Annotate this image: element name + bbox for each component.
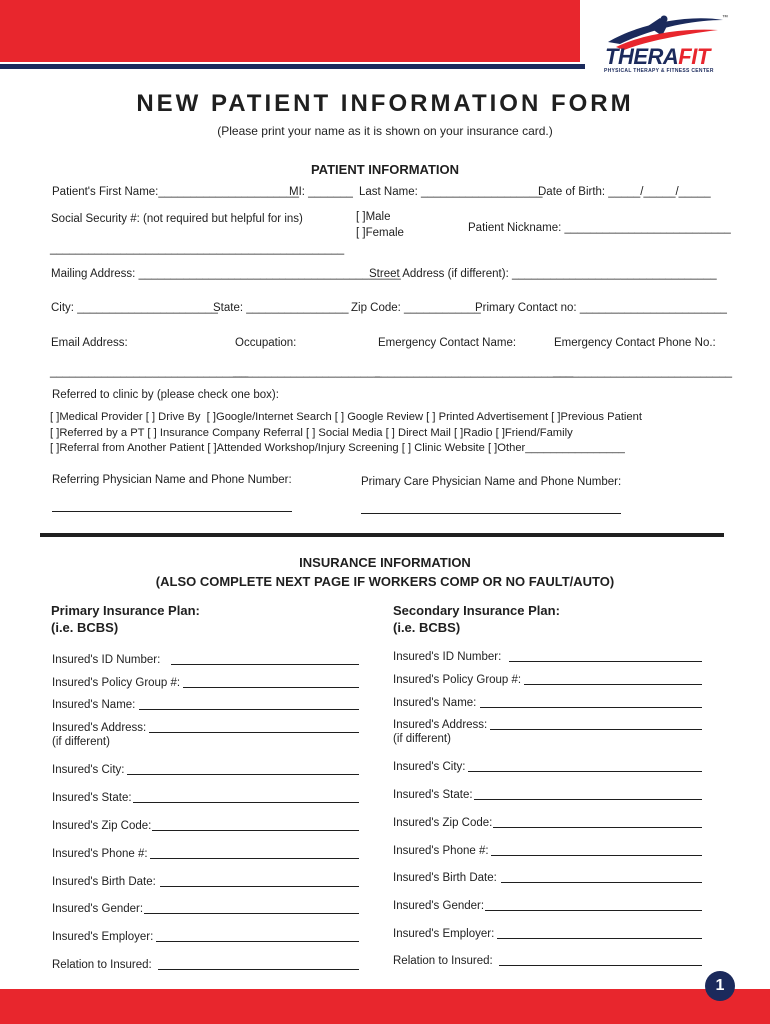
secondary-zip-label: Insured's Zip Code: (393, 817, 493, 829)
primary-state-label: Insured's State: (52, 792, 132, 804)
occupation-label: Occupation: (235, 337, 297, 349)
primary-plan-title: Primary Insurance Plan: (51, 603, 200, 618)
primary-zip-line[interactable] (152, 830, 359, 831)
primary-care-physician-label: Primary Care Physician Name and Phone Number: (361, 476, 622, 488)
primary-zip-label: Insured's Zip Code: (52, 820, 152, 832)
primary-address-label: Insured's Address: (52, 722, 147, 734)
logo-wordmark-thera: THERA (605, 44, 679, 69)
secondary-relation-label: Relation to Insured: (393, 955, 493, 967)
primary-id-line[interactable] (171, 664, 359, 665)
emergency-name-input-line[interactable]: _______________________________ (375, 366, 574, 378)
page-number-badge: 1 (705, 971, 735, 1001)
mailing-address-field[interactable]: Mailing Address: _________________________________________ (51, 268, 401, 280)
state-field[interactable]: State: ________________ (213, 302, 349, 314)
referring-physician-input-line[interactable] (52, 511, 292, 512)
primary-policy-group-line[interactable] (183, 687, 359, 688)
secondary-policy-group-line[interactable] (524, 684, 702, 685)
referral-options-row-1[interactable]: [ ]Medical Provider [ ] Drive By [ ]Google/Internet Search [ ] Google Review [ ] Printed Advertisement [ ]Previous Patient (50, 411, 642, 423)
primary-city-line[interactable] (127, 774, 359, 775)
primary-gender-line[interactable] (144, 913, 359, 914)
secondary-name-line[interactable] (480, 707, 702, 708)
header-red-banner (0, 0, 580, 62)
secondary-id-line[interactable] (509, 661, 702, 662)
secondary-state-line[interactable] (474, 799, 702, 800)
primary-name-label: Insured's Name: (52, 699, 136, 711)
footer-red-banner (0, 989, 770, 1024)
secondary-zip-line[interactable] (493, 827, 702, 828)
secondary-plan-example: (i.e. BCBS) (393, 620, 461, 635)
secondary-city-line[interactable] (468, 771, 702, 772)
first-name-field[interactable]: Patient's First Name:______________________ (52, 186, 300, 198)
primary-policy-group-label: Insured's Policy Group #: (52, 677, 181, 689)
insurance-info-subheading: (ALSO COMPLETE NEXT PAGE IF WORKERS COMP OR NO FAULT/AUTO) (155, 574, 615, 589)
primary-birth-date-label: Insured's Birth Date: (52, 876, 156, 888)
ssn-label: Social Security #: (not required but helpful for ins) (51, 213, 303, 225)
primary-phone-line[interactable] (150, 858, 359, 859)
referral-options-row-2[interactable]: [ ]Referred by a PT [ ] Insurance Company Referral [ ] Social Media [ ] Direct Mail [ ]Radio [ ]Friend/Family (50, 427, 573, 439)
insurance-info-heading: INSURANCE INFORMATION (299, 555, 471, 570)
secondary-employer-label: Insured's Employer: (393, 928, 495, 940)
primary-gender-label: Insured's Gender: (52, 903, 144, 915)
primary-name-line[interactable] (139, 709, 359, 710)
referral-prompt: Referred to clinic by (please check one box): (52, 389, 279, 401)
primary-care-physician-input-line[interactable] (361, 513, 621, 514)
ssn-input-line[interactable]: ______________________________________________ (50, 243, 345, 255)
nickname-field[interactable]: Patient Nickname: __________________________ (468, 222, 731, 234)
referring-physician-label: Referring Physician Name and Phone Number: (52, 474, 292, 486)
city-field[interactable]: City: ______________________ (51, 302, 218, 314)
primary-phone-label: Insured's Phone #: (52, 848, 148, 860)
referral-options-row-3[interactable]: [ ]Referral from Another Patient [ ]Attended Workshop/Injury Screening [ ] Clinic Website [ ]Other________________ (50, 442, 625, 454)
secondary-id-label: Insured's ID Number: (393, 651, 502, 663)
secondary-address-label: Insured's Address: (393, 719, 488, 731)
zip-code-field[interactable]: Zip Code: ____________ (351, 302, 481, 314)
emergency-contact-phone-label: Emergency Contact Phone No.: (554, 337, 716, 349)
primary-relation-line[interactable] (158, 969, 359, 970)
logo-tagline: PHYSICAL THERAPY & FITNESS CENTER (604, 68, 714, 74)
form-subtitle: (Please print your name as it is shown on your insurance card.) (217, 124, 553, 138)
emergency-phone-input-line[interactable]: ____________________________ (553, 366, 733, 378)
form-title: NEW PATIENT INFORMATION FORM (136, 90, 634, 117)
secondary-gender-label: Insured's Gender: (393, 900, 485, 912)
secondary-address-line[interactable] (490, 729, 702, 730)
primary-birth-date-line[interactable] (160, 886, 359, 887)
primary-state-line[interactable] (133, 802, 359, 803)
primary-plan-example: (i.e. BCBS) (51, 620, 119, 635)
secondary-gender-line[interactable] (485, 910, 702, 911)
secondary-policy-group-label: Insured's Policy Group #: (393, 674, 522, 686)
secondary-city-label: Insured's City: (393, 761, 466, 773)
secondary-phone-label: Insured's Phone #: (393, 845, 489, 857)
street-address-field[interactable]: Street Address (if different): ________________________________ (369, 268, 717, 280)
logo-wordmark-fit: FIT (678, 44, 710, 69)
male-checkbox[interactable]: [ ]Male (356, 211, 391, 223)
secondary-relation-line[interactable] (499, 965, 702, 966)
primary-address-line[interactable] (149, 732, 359, 733)
patient-info-heading: PATIENT INFORMATION (310, 162, 460, 177)
primary-contact-field[interactable]: Primary Contact no: _______________________ (475, 302, 727, 314)
last-name-field[interactable]: Last Name: ___________________ (359, 186, 543, 198)
primary-employer-label: Insured's Employer: (52, 931, 154, 943)
secondary-employer-line[interactable] (497, 938, 702, 939)
secondary-plan-title: Secondary Insurance Plan: (393, 603, 560, 618)
primary-relation-label: Relation to Insured: (52, 959, 152, 971)
primary-city-label: Insured's City: (52, 764, 125, 776)
email-label: Email Address: (51, 337, 128, 349)
secondary-phone-line[interactable] (491, 855, 702, 856)
occupation-input-line[interactable]: _______________________ (233, 366, 381, 378)
trademark-symbol: ™ (722, 15, 728, 21)
secondary-name-label: Insured's Name: (393, 697, 477, 709)
female-checkbox[interactable]: [ ]Female (356, 227, 404, 239)
primary-id-label: Insured's ID Number: (52, 654, 161, 666)
therafit-logo (598, 14, 733, 76)
secondary-birth-date-label: Insured's Birth Date: (393, 872, 497, 884)
primary-employer-line[interactable] (156, 941, 359, 942)
header-navy-stripe (0, 64, 585, 69)
email-input-line[interactable]: _______________________________ (50, 366, 249, 378)
middle-initial-field[interactable]: MI: _______ (289, 186, 353, 198)
logo-wordmark (605, 44, 710, 70)
date-of-birth-field[interactable]: Date of Birth: _____/_____/_____ (538, 186, 711, 198)
section-divider (40, 533, 724, 537)
secondary-state-label: Insured's State: (393, 789, 473, 801)
secondary-birth-date-line[interactable] (501, 882, 702, 883)
primary-address-note: (if different) (52, 736, 110, 748)
secondary-address-note: (if different) (393, 733, 451, 745)
emergency-contact-name-label: Emergency Contact Name: (378, 337, 517, 349)
